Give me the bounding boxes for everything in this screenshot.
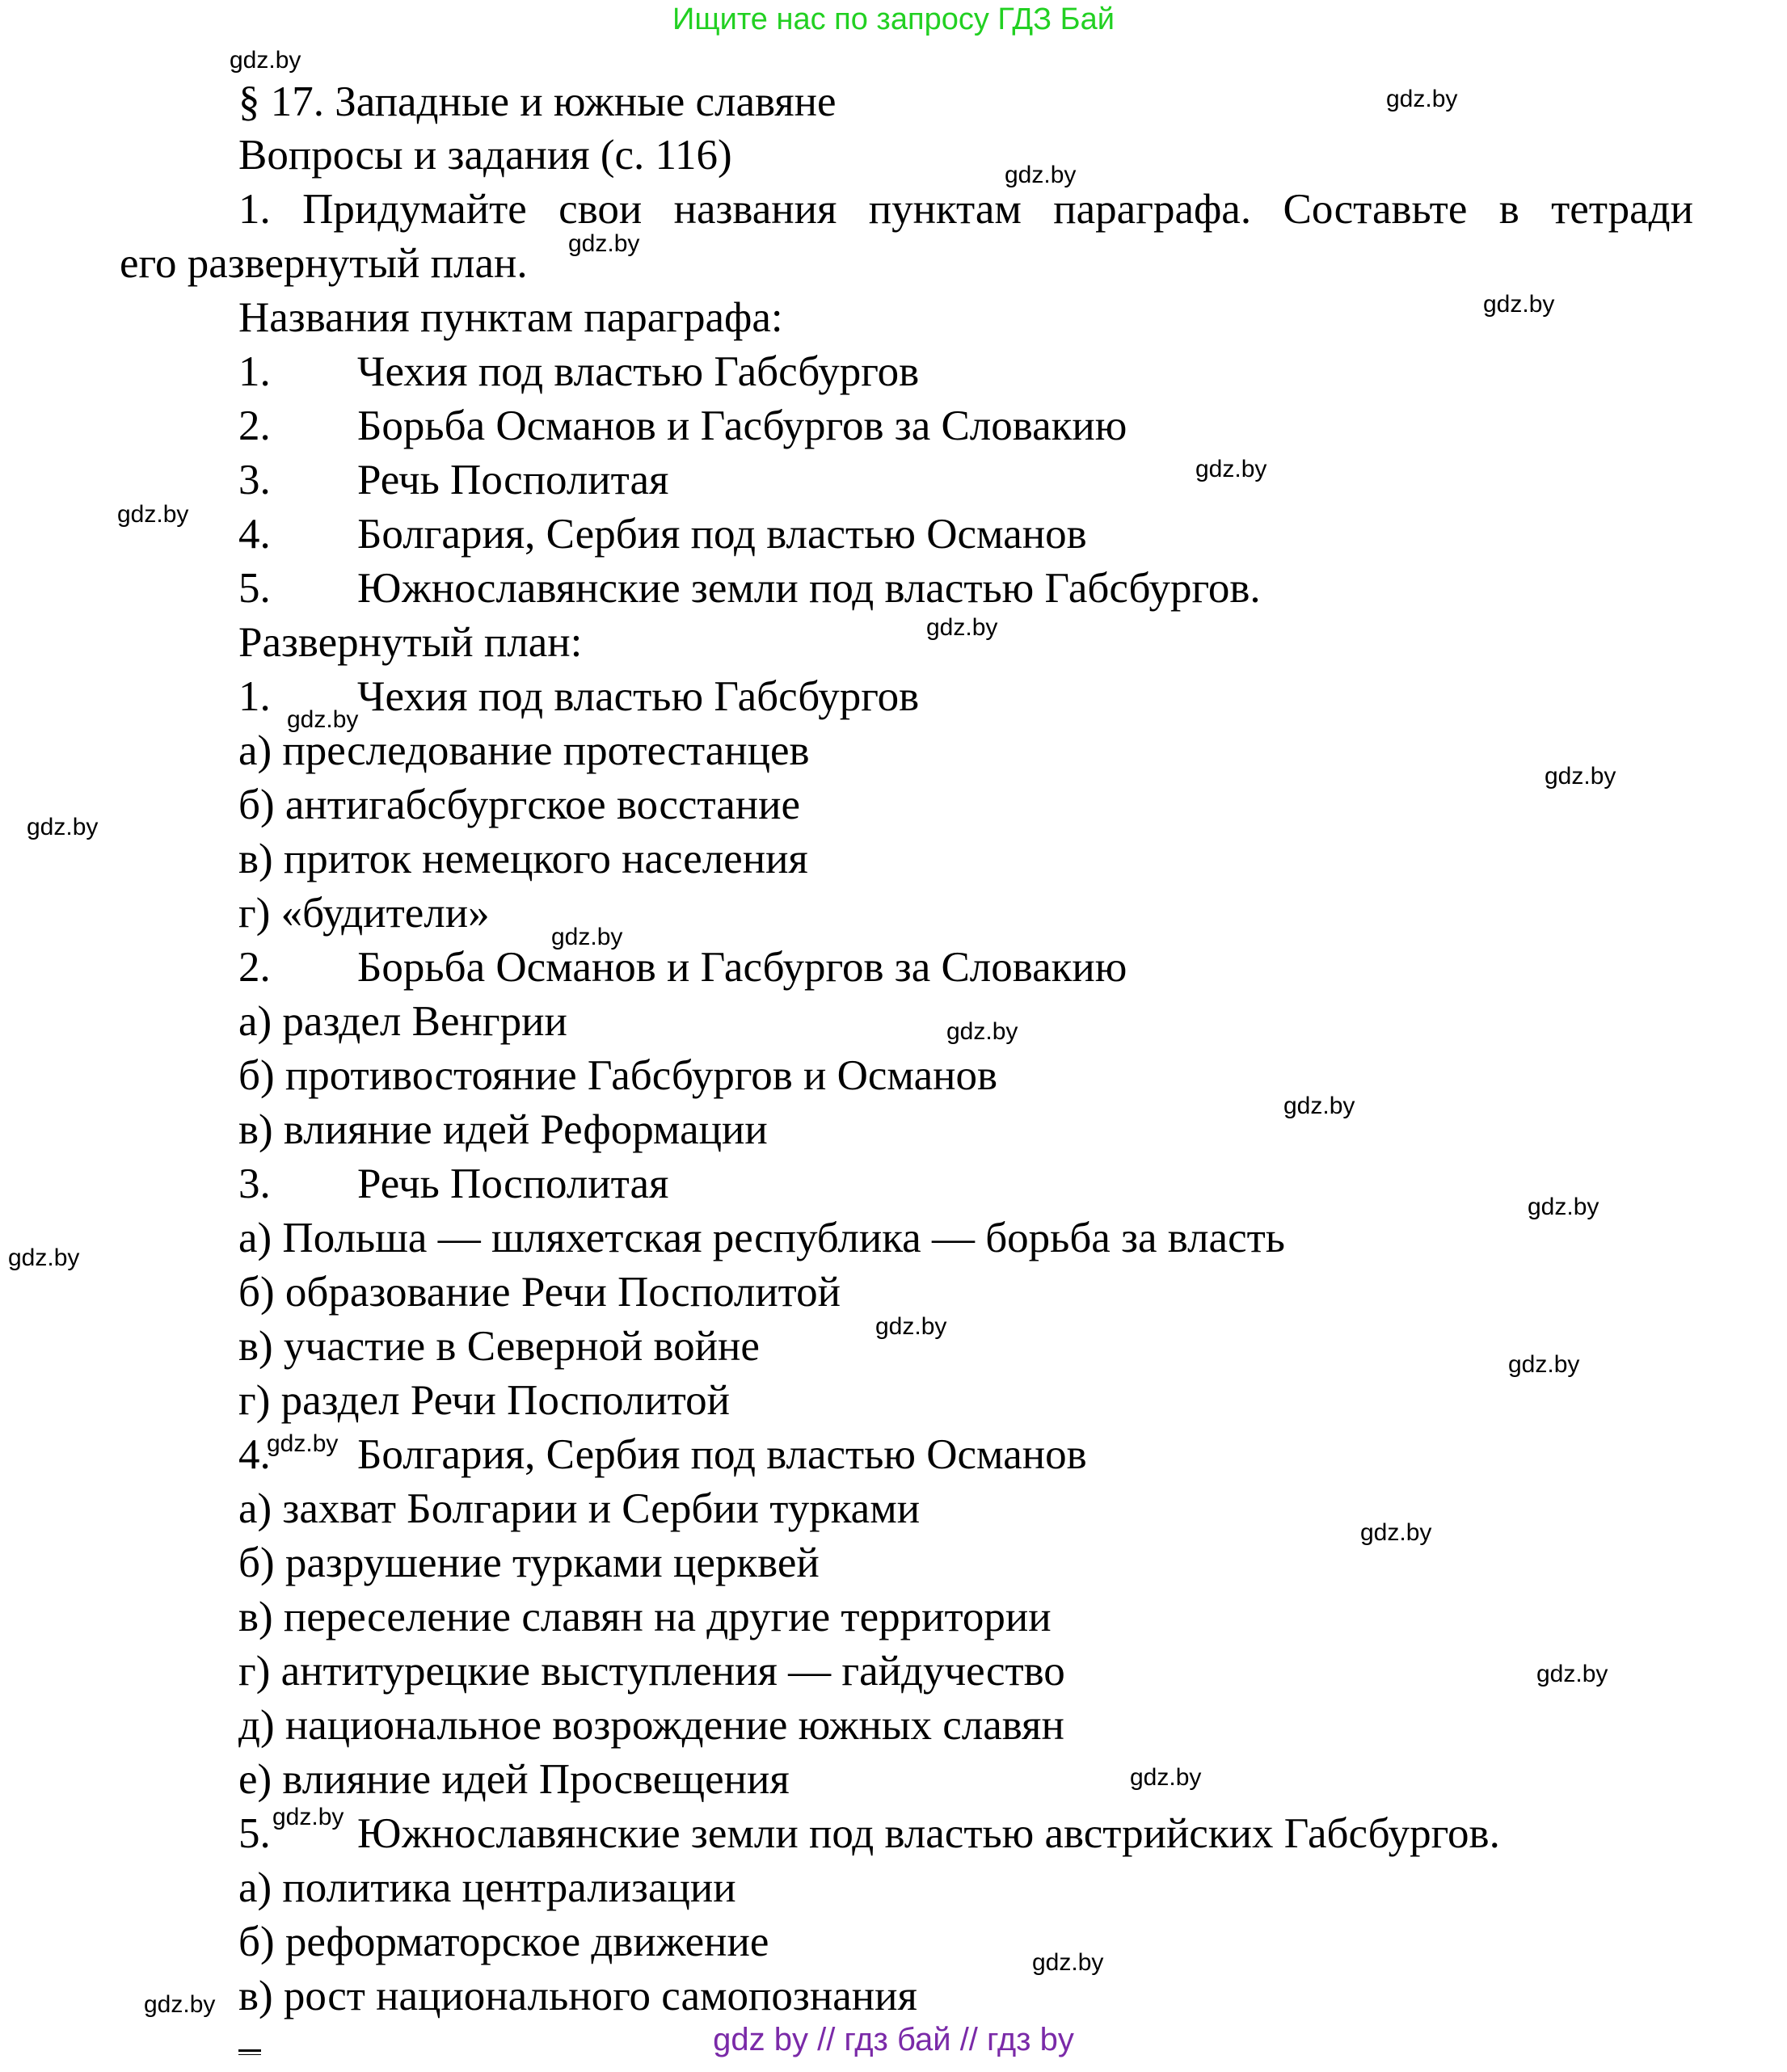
- watermark: gdz.by: [1360, 1519, 1432, 1546]
- watermark: gdz.by: [1032, 1949, 1104, 1976]
- watermark: gdz.by: [946, 1018, 1018, 1045]
- watermark: gdz.by: [1528, 1194, 1599, 1220]
- watermark: gdz.by: [117, 501, 189, 528]
- watermark: gdz.by: [1483, 291, 1555, 318]
- plan-title: Южнославянские земли под властью австрийских Габсбургов.: [357, 1810, 1500, 1857]
- watermark: gdz.by: [568, 230, 640, 257]
- watermark: gdz.by: [8, 1244, 80, 1271]
- plan-subitem: в) участие в Северной войне: [238, 1323, 760, 1370]
- title-text: Южнославянские земли под властью Габсбургов.: [357, 565, 1261, 612]
- title-num: 3.: [238, 457, 271, 503]
- watermark: gdz.by: [287, 706, 359, 733]
- watermark: gdz.by: [27, 814, 99, 840]
- plan-subitem: б) реформаторское движение: [238, 1918, 769, 1965]
- plan-subitem: а) политика централизации: [238, 1864, 736, 1911]
- plan-section-title: [238, 1430, 1087, 1480]
- title-num: 4.: [238, 511, 271, 558]
- plan-subitem: б) антигабсбургское восстание: [238, 781, 800, 828]
- title-num: 2.: [238, 402, 271, 449]
- watermark: gdz.by: [230, 47, 301, 74]
- plan-subitem: г) «будители»: [238, 890, 490, 937]
- task-line-2: его развернутый план.: [120, 240, 528, 287]
- plan-subitem: а) захват Болгарии и Сербии турками: [238, 1485, 921, 1532]
- plan-num: 5.: [238, 1810, 271, 1857]
- plan-subitem: б) противостояние Габсбургов и Османов: [238, 1052, 998, 1099]
- subheading: Вопросы и задания (с. 116): [238, 132, 732, 179]
- watermark: gdz.by: [267, 1430, 339, 1457]
- bottom-banner: gdz by // гдз бай // гдз by: [713, 2022, 1074, 2057]
- watermark: gdz.by: [926, 614, 998, 641]
- watermark: gdz.by: [1536, 1661, 1608, 1687]
- plan-subitem: а) раздел Венгрии: [238, 998, 567, 1045]
- title-text: Речь Посполитая: [357, 457, 669, 503]
- plan-num: 3.: [238, 1160, 271, 1207]
- title-item: [238, 347, 919, 397]
- title-text: Болгария, Сербия под властью Османов: [357, 511, 1087, 558]
- watermark: gdz.by: [1386, 86, 1458, 112]
- title-item: [238, 455, 668, 505]
- watermark: gdz.by: [1130, 1764, 1202, 1791]
- watermark: gdz.by: [1283, 1093, 1355, 1119]
- watermark: gdz.by: [272, 1804, 344, 1830]
- plan-title: Борьба Османов и Гасбургов за Словакию: [357, 944, 1127, 991]
- plan-subitem: а) преследование протестанцев: [238, 727, 810, 774]
- plan-section-title: [238, 1159, 668, 1209]
- watermark: gdz.by: [875, 1313, 947, 1340]
- watermark: gdz.by: [1195, 456, 1267, 482]
- task-line-1: 1. Придумайте свои названия пунктам параграфа. Составьте в тетради: [238, 186, 1693, 233]
- title-item: [238, 401, 1127, 451]
- plan-section-title: [238, 942, 1127, 992]
- plan-subitem: в) рост национального самопознания: [238, 1973, 917, 2019]
- watermark: gdz.by: [551, 924, 623, 950]
- plan-subitem: б) разрушение турками церквей: [238, 1539, 820, 1586]
- heading: § 17. Западные и южные славяне: [238, 78, 837, 125]
- plan-subitem: г) антитурецкие выступления — гайдучество: [238, 1648, 1065, 1695]
- plan-title: Речь Посполитая: [357, 1160, 669, 1207]
- watermark: gdz.by: [1545, 763, 1616, 790]
- plan-subitem: г) раздел Речи Посполитой: [238, 1377, 730, 1424]
- title-text: Чехия под властью Габсбургов: [357, 348, 920, 395]
- plan-subitem: а) Польша — шляхетская республика — борьба за власть: [238, 1215, 1285, 1261]
- plan-num: 2.: [238, 944, 271, 991]
- watermark: gdz.by: [1005, 162, 1077, 188]
- watermark: gdz.by: [1508, 1351, 1580, 1378]
- watermark: gdz.by: [144, 1991, 216, 2018]
- plan-num: 1.: [238, 673, 271, 720]
- plan-subitem: в) приток немецкого населения: [238, 836, 808, 882]
- plan-section-title: [238, 1809, 1500, 1859]
- top-banner: Ищите нас по запросу ГДЗ Бай: [672, 2, 1115, 36]
- plan-title: Болгария, Сербия под властью Османов: [357, 1431, 1087, 1478]
- title-item: [238, 563, 1261, 613]
- plan-num: 4.: [238, 1431, 271, 1478]
- plan-header: Развернутый план:: [238, 619, 583, 666]
- title-num: 5.: [238, 565, 271, 612]
- title-num: 1.: [238, 348, 271, 395]
- plan-subitem: в) влияние идей Реформации: [238, 1106, 768, 1153]
- titles-header: Названия пунктам параграфа:: [238, 294, 783, 341]
- plan-title: Чехия под властью Габсбургов: [357, 673, 920, 720]
- plan-subitem: е) влияние идей Просвещения: [238, 1756, 790, 1803]
- plan-subitem: д) национальное возрождение южных славян: [238, 1702, 1064, 1749]
- title-text: Борьба Османов и Гасбургов за Словакию: [357, 402, 1127, 449]
- plan-subitem: б) образование Речи Посполитой: [238, 1269, 841, 1316]
- title-item: [238, 509, 1087, 559]
- plan-subitem: в) переселение славян на другие территории: [238, 1594, 1052, 1640]
